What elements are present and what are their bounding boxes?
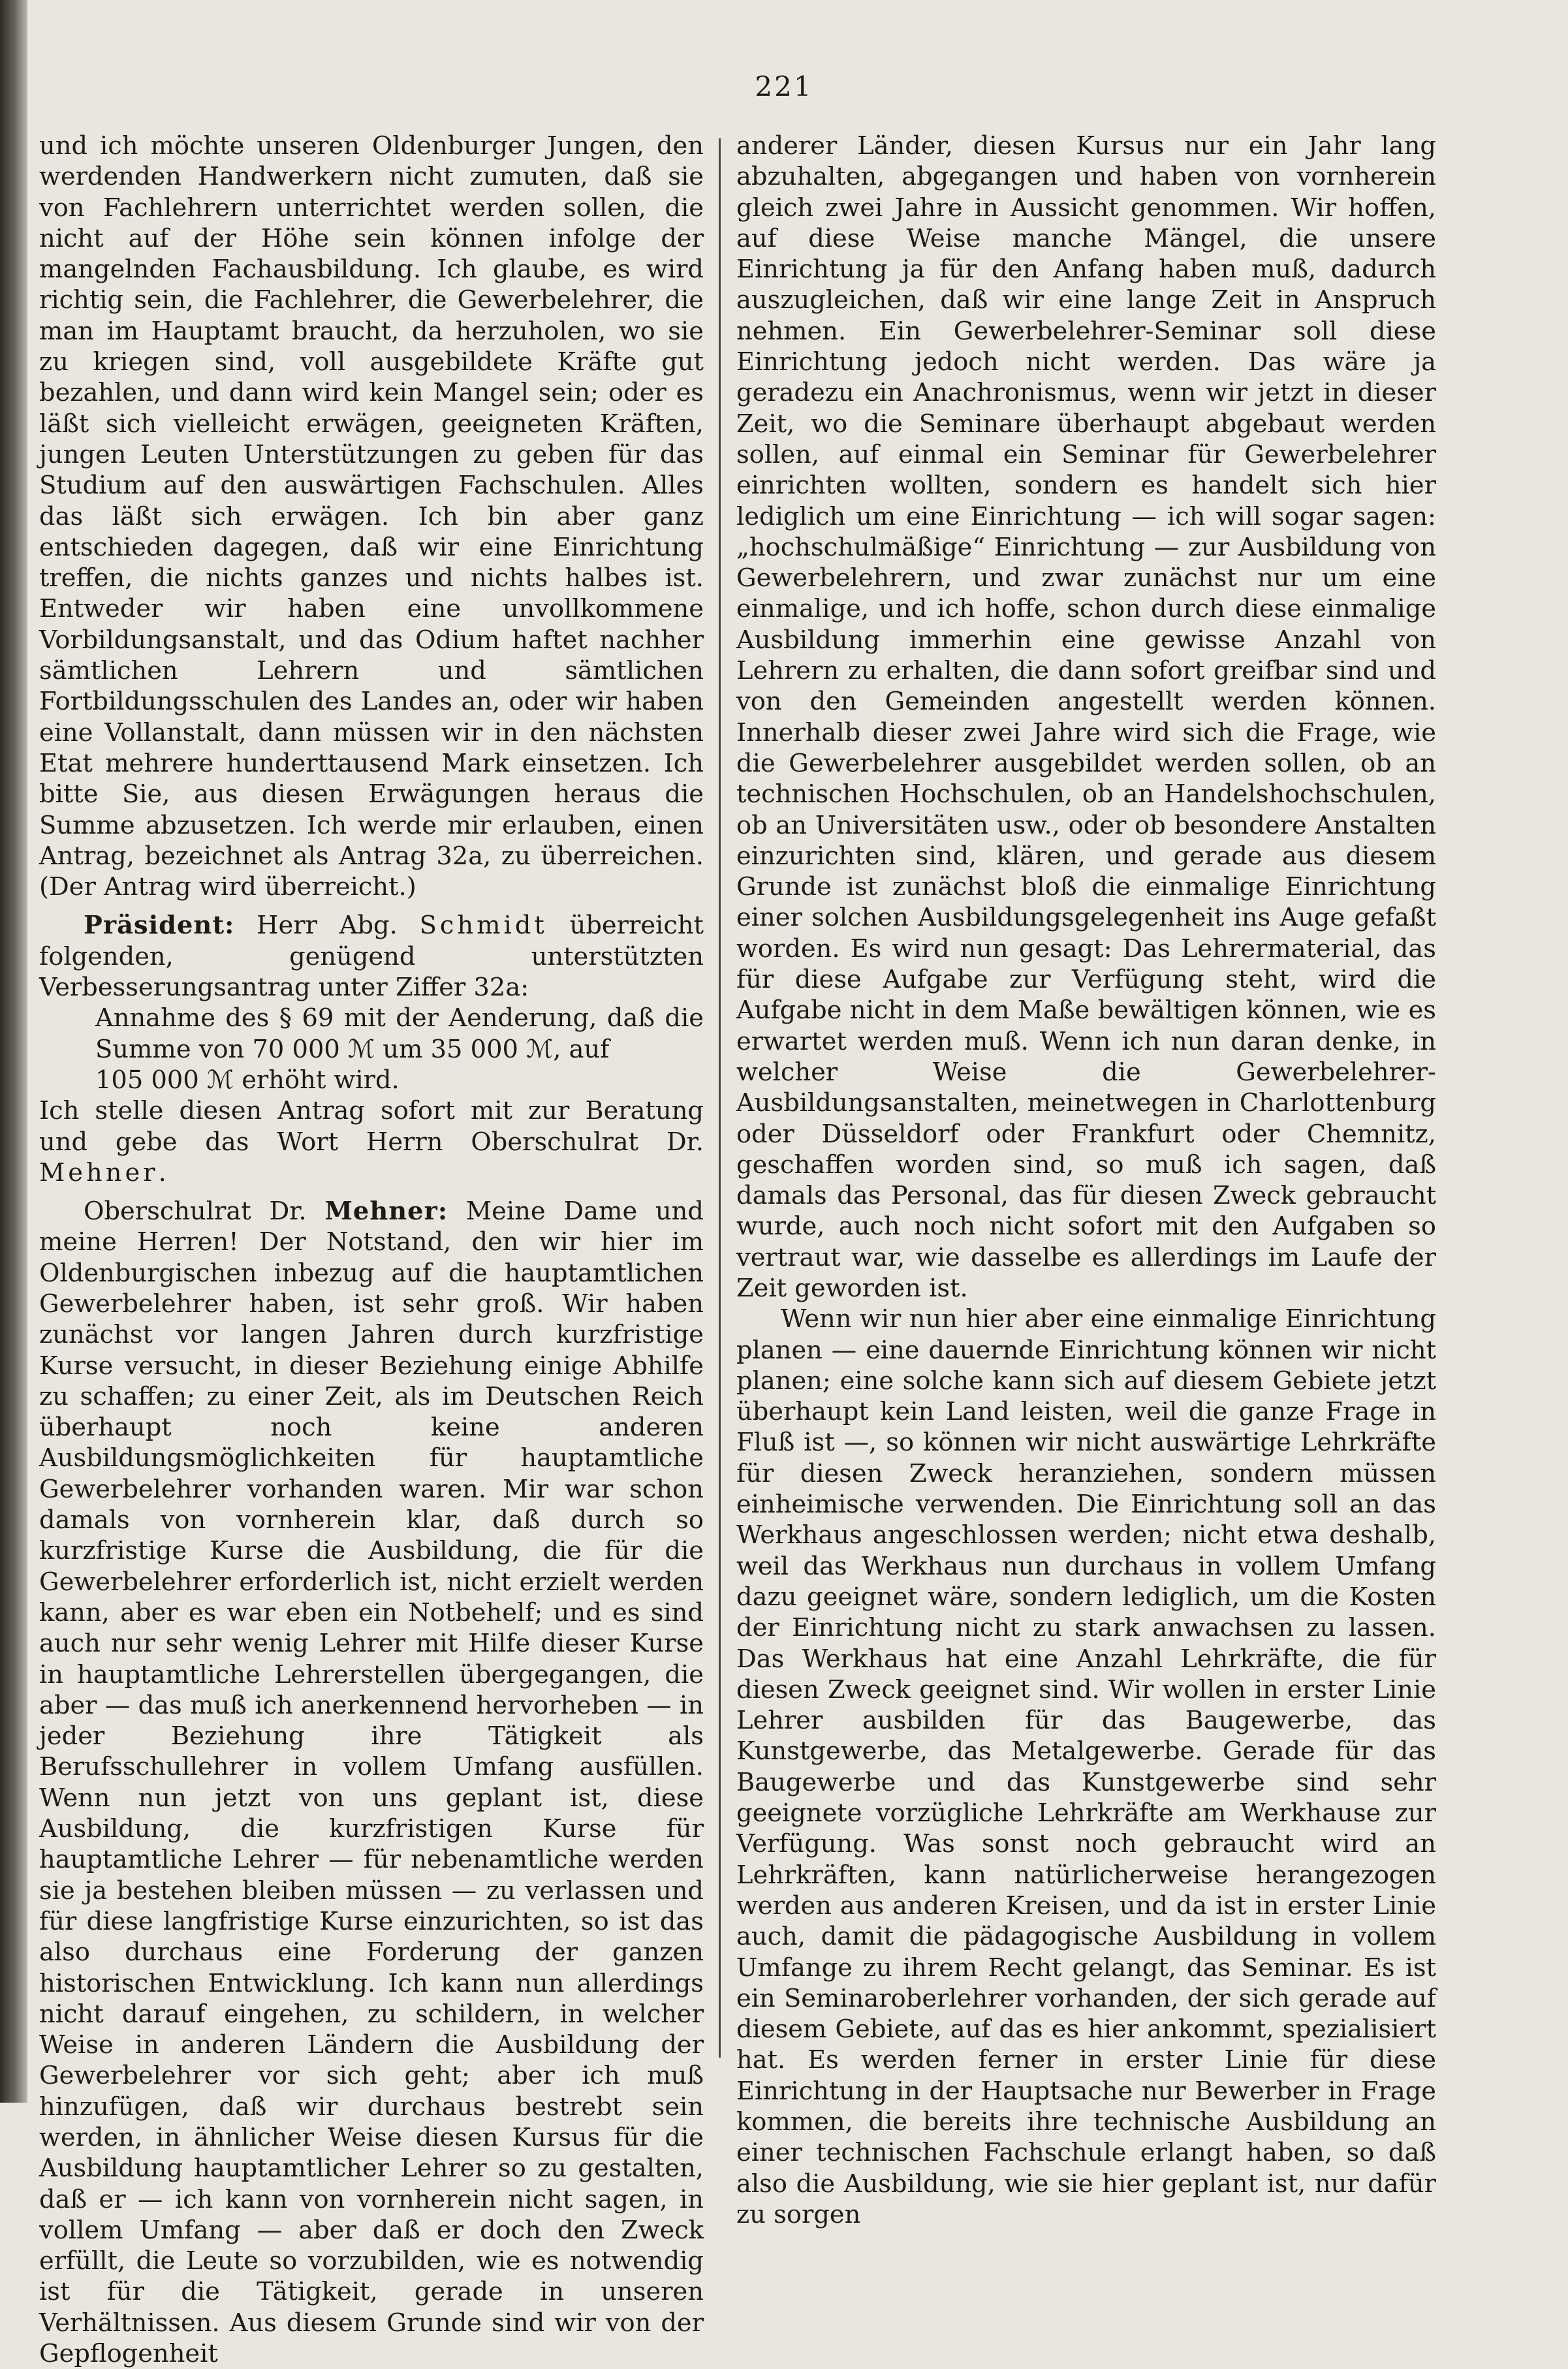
speaker-prefix: Oberschulrat Dr.: [84, 1197, 325, 1227]
speaker-label: Präsident:: [84, 911, 235, 941]
column-divider: [719, 138, 721, 2058]
paragraph: [39, 1095, 704, 1188]
left-column: [39, 131, 704, 2369]
page-number: 221: [755, 71, 813, 102]
paragraph-text: Ich stelle diesen Antrag sofort mit zur Beratung und gebe das Wort Herrn Oberschulrat Dr.: [39, 1096, 704, 1157]
paragraph: und ich möchte unseren Oldenburger Jungen, den werdenden Handwerkern nicht zumuten, daß sie von Fachlehrern unterrichtet werden sollen, die nicht auf der Höhe sein können infolge der mangelnden Fachausbildung. Ich glaube, es wird richtig sein, die Fachlehrer, die Gewerbelehrer, die man im Hauptamt braucht, da herzuholen, wo sie zu kriegen sind, voll ausgebildete Kräfte gut bezahlen, und dann wird kein Mangel sein; oder es läßt sich vielleicht erwägen, geeigneten Kräften, jungen Leuten Unterstützungen zu geben für das Studium auf den auswärtigen Fachschulen. Alles das läßt sich erwägen. Ich bin aber ganz entschieden dagegen, daß wir eine Einrichtung treffen, die nichts ganzes und nichts halbes ist. Entweder wir haben eine unvollkommene Vorbildungsanstalt, und das Odium haftet nachher sämtlichen Lehrern und sämtlichen Fortbildungsschulen des Landes an, oder wir haben eine Vollanstalt, dann müssen wir in den nächsten Etat mehrere hunderttausend Mark einsetzen. Ich bitte Sie, aus diesen Erwägungen heraus die Summe abzusetzen. Ich werde mir erlauben, einen Antrag, bezeichnet als Antrag 32a, zu überreichen. (Der Antrag wird überreicht.): [39, 131, 704, 902]
paragraph: anderer Länder, diesen Kursus nur ein Jahr lang abzuhalten, abgegangen und haben von vornherein gleich zwei Jahre in Aussicht genommen. Wir hoffen, auf diese Weise manche Mängel, die unsere Einrichtung ja für den Anfang haben muß, dadurch auszugleichen, daß wir eine lange Zeit in Anspruch nehmen. Ein Gewerbelehrer-Seminar soll diese Einrichtung jedoch nicht werden. Das wäre ja geradezu ein Anachronismus, wenn wir jetzt in dieser Zeit, wo die Seminare überhaupt abgebaut werden sollen, auf einmal ein Seminar für Gewerbelehrer einrichten wollten, sondern es handelt sich hier lediglich um eine Einrichtung — ich will sogar sagen: „hochschulmäßige“ Einrichtung — zur Ausbildung von Gewerbelehrern, und zwar zunächst nur um eine einmalige, und ich hoffe, schon durch diese einmalige Ausbildung immerhin eine gewisse Anzahl von Lehrern zu erhalten, die dann sofort greifbar sind und von den Gemeinden angestellt werden können. Innerhalb dieser zwei Jahre wird sich die Frage, wie die Gewerbelehrer ausgebildet werden sollen, ob an technischen Hochschulen, ob an Handelshochschulen, ob an Universitäten usw., oder ob besondere Anstalten einzurichten sind, klären, und gerade aus diesem Grunde ist zunächst bloß die einmalige Einrichtung einer solchen Ausbildungsgelegenheit ins Auge gefaßt worden. Es wird nun gesagt: Das Lehrermaterial, das für diese Aufgabe zur Verfügung steht, wird die Aufgabe nicht in dem Maße bewältigen können, wie es erwartet werden muß. Wenn ich nun daran denke, in welcher Weise die Gewerbelehrer-Ausbildungsanstalten, meinetwegen in Charlottenburg oder Düsseldorf oder Frankfurt oder Chemnitz, geschaffen worden sind, so muß ich sagen, daß damals das Personal, das für diesen Zweck gebraucht wurde, auch noch nicht sofort mit den Aufgaben so vertraut war, wie dasselbe es allerdings im Laufe der Zeit geworden ist.: [736, 131, 1436, 1303]
president-paragraph: [39, 910, 704, 1003]
speech-paragraph: [39, 1196, 704, 2369]
paragraph-text: Meine Dame und meine Herren! Der Notstand, den wir hier im Oldenburgischen inbezug auf die hauptamtlichen Gewerbelehrer haben, ist sehr groß. Wir haben zunächst vor langen Jahren durch kurzfristige Kurse versucht, in dieser Beziehung einige Abhilfe zu schaffen; zu einer Zeit, als im Deutschen Reich überhaupt noch keine anderen Ausbildungsmöglichkeiten für hauptamtliche Gewerbelehrer vorhanden waren. Mir war schon damals von vornherein klar, daß durch so kurzfristige Kurse die Ausbildung, die für die Gewerbelehrer erforderlich ist, nicht erzielt werden kann, aber es war eben ein Notbehelf; und es sind auch nur sehr wenig Lehrer mit Hilfe dieser Kurse in hauptamtliche Lehrerstellen übergegangen, die aber — das muß ich anerkennend hervorheben — in jeder Beziehung ihre Tätigkeit als Berufsschullehrer in vollem Umfang ausfüllen. Wenn nun jetzt von uns geplant ist, diese Ausbildung, die kurzfristigen Kurse für hauptamtliche Lehrer — für nebenamtliche werden sie ja bestehen bleiben müssen — zu verlassen und für diese langfristige Kurse einzurichten, so ist das also durchaus eine Forderung der ganzen historischen Entwicklung. Ich kann nun allerdings nicht darauf eingehen, zu schildern, in welcher Weise in anderen Ländern die Ausbildung der Gewerbelehrer vor sich geht; aber ich muß hinzufügen, daß wir durchaus bestrebt sein werden, in ähnlicher Weise diesen Kursus für die Ausbildung hauptamtlicher Lehrer so zu gestalten, daß er — ich kann von vornherein nicht sagen, in vollem Umfang — aber daß er doch den Zweck erfüllt, die Leute so vorzubilden, wie es notwendig ist für die Tätigkeit, gerade in unseren Verhältnissen. Aus diesem Grunde sind wir von der Gepflogenheit: [39, 1197, 704, 2369]
motion-text-cont: 105 000 ℳ erhöht wird.: [95, 1065, 400, 1095]
member-name: Mehner: [39, 1157, 159, 1187]
member-name: Schmidt: [419, 911, 548, 941]
right-column: [736, 131, 1436, 2229]
paragraph-text: Herr Abg.: [234, 911, 420, 941]
book-binding-shadow: [0, 0, 27, 2103]
paragraph-text: überreicht folgenden, genügend unterstützten Verbesserungsantrag unter Ziffer 32a:: [39, 911, 704, 1003]
speaker-label: Mehner:: [324, 1197, 448, 1227]
motion-text: Annahme des § 69 mit der Aenderung, daß die Summe von 70 000 ℳ um 35 000 ℳ, auf: [95, 1003, 704, 1064]
paragraph-text: .: [158, 1157, 166, 1187]
paragraph: Wenn wir nun hier aber eine einmalige Einrichtung planen — eine dauernde Einrichtung können wir nicht planen; eine solche kann sich auf diesem Gebiete jetzt überhaupt kein Land leisten, weil die ganze Frage in Fluß ist —, so können wir nicht auswärtige Lehrkräfte für diesen Zweck heranziehen, sondern müssen einheimische verwenden. Die Einrichtung soll an das Werkhaus angeschlossen werden; nicht etwa deshalb, weil das Werkhaus nun durchaus in vollem Umfang dazu geeignet wäre, sondern lediglich, um die Kosten der Einrichtung nicht zu stark anwachsen zu lassen. Das Werkhaus hat eine Anzahl Lehrkräfte, die für diesen Zweck geeignet sind. Wir wollen in erster Linie Lehrer ausbilden für das Baugewerbe, das Kunstgewerbe, das Metalgewerbe. Gerade für das Baugewerbe und das Kunstgewerbe sind sehr geeignete vorzügliche Lehrkräfte am Werkhause zur Verfügung. Was sonst noch gebraucht wird an Lehrkräften, kann natürlicherweise herangezogen werden aus anderen Kreisen, und da ist in erster Linie auch, damit die pädagogische Ausbildung in vollem Umfange zu ihrem Recht gelangt, das Seminar. Es ist ein Seminaroberlehrer vorhanden, der sich gerade auf diesem Gebiete, auf das es hier ankommt, spezialisiert hat. Es werden ferner in erster Linie für diese Einrichtung in der Hauptsache nur Bewerber in Frage kommen, die bereits ihre technische Ausbildung an einer technischen Fachschule erlangt haben, so daß also die Ausbildung, wie sie hier geplant ist, nur dafür zu sorgen: [736, 1304, 1436, 2229]
